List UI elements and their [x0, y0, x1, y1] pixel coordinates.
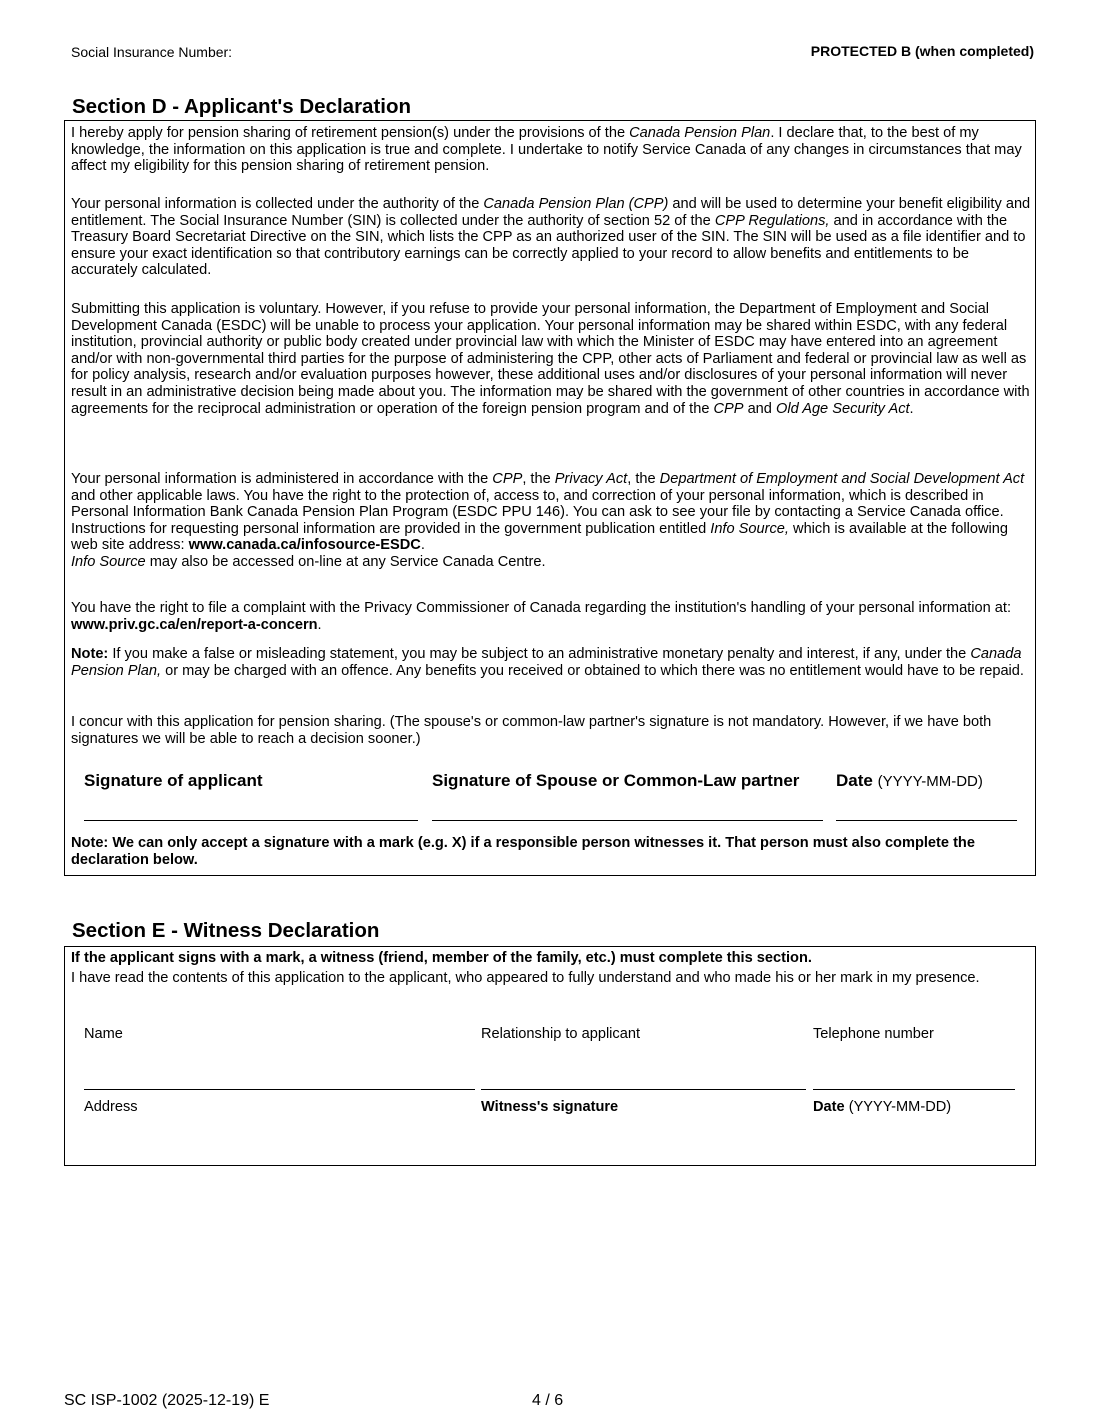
infosource-link[interactable]: www.canada.ca/infosource-ESDC: [188, 537, 421, 554]
signature-date-label: Date (YYYY-MM-DD): [836, 771, 983, 790]
section-d-box: [64, 120, 1036, 876]
form-id: SC ISP-1002 (2025-12-19) E: [64, 1392, 270, 1409]
concur-paragraph: I concur with this application for pension sharing. (The spouse's or common-law partner's signature is not mandatory. However, if we have both signatures we will be able to reach a decision sooner.): [71, 714, 992, 747]
applicant-signature-field[interactable]: [84, 820, 418, 821]
witness-date-label: Date (YYYY-MM-DD): [813, 1099, 952, 1115]
witness-intro: I have read the contents of this application to the applicant, who appeared to fully understand and who made his or her mark in my presence.: [71, 970, 980, 986]
witness-intro-bold: If the applicant signs with a mark, a witness (friend, member of the family, etc.) must complete this section.: [71, 950, 812, 966]
section-e-heading: Section E - Witness Declaration: [72, 919, 380, 942]
witness-signature-label: Witness's signature: [481, 1099, 619, 1115]
sin-label: Social Insurance Number:: [71, 44, 233, 60]
witness-name-field[interactable]: [84, 1089, 475, 1090]
spouse-signature-field[interactable]: [432, 820, 823, 821]
penalty-note: Note: If you make a false or misleading statement, you may be subject to an administrative monetary penalty and interest, if any, under the Canada Pension Plan, or may be charged with an offence. Any benefits you received or obtained to which there was no entitlement would have to be repaid.: [71, 646, 1024, 679]
telephone-label: Telephone number: [813, 1026, 934, 1042]
relationship-label: Relationship to applicant: [481, 1026, 641, 1042]
spouse-signature-label: Signature of Spouse or Common-Law partner: [432, 771, 800, 790]
protected-label: PROTECTED B (when completed): [810, 43, 1034, 59]
privacy-paragraph: Your personal information is administered in accordance with the CPP, the Privacy Act, the Department of Employment and Social Development Act and other applicable laws. You have the right to the protection of, access to, and correction of your personal information, which is described in Personal Information Bank Canada Pension Plan Program (ESDC PPU 146). You can ask to see your file by contacting a Service Canada office. Instructions for requesting personal information are provided in the government publication entitled Info Source, which is available at the following web site address: www.canada.ca/infosource-ESDC. Info Source may also be accessed on-line at any Service Canada Centre.: [71, 471, 1025, 570]
page-number: 4 / 6: [532, 1392, 564, 1409]
signature-date-field[interactable]: [836, 820, 1017, 821]
declaration-paragraph: I hereby apply for pension sharing of retirement pension(s) under the provisions of the Canada Pension Plan. I declare that, to the best of my knowledge, the information on this application is true and complete. I undertake to notify Service Canada of any changes in circumstances that may affect my eligibility for this pension sharing of retirement pension.: [71, 125, 1022, 175]
section-d-heading: Section D - Applicant's Declaration: [72, 95, 412, 118]
witness-name-label: Name: [84, 1026, 123, 1042]
mark-signature-note: Note: We can only accept a signature with a mark (e.g. X) if a responsible person witnesses it. That person must also complete the declaration below.: [71, 835, 975, 868]
section-e-box: [64, 946, 1036, 1166]
applicant-signature-label: Signature of applicant: [84, 771, 263, 790]
complaint-paragraph: You have the right to file a complaint with the Privacy Commissioner of Canada regarding the institution's handling of your personal information at: www.priv.gc.ca/en/report-a-concern.: [71, 600, 1012, 633]
telephone-field[interactable]: [813, 1089, 1015, 1090]
voluntary-paragraph: Submitting this application is voluntary. However, if you refuse to provide your personal information, the Department of Employment and Social Development Canada (ESDC) will be unable to process your application. Your personal information may be shared within ESDC, with any federal institution, provincial authority or public body created under provincial law with which the Minister of ESDC may have entered into an agreement and/or with non-governmental third parties for the purpose of administering the CPP, other acts of Parliament and federal or provincial law as well as for policy analysis, research and/or evaluation purposes however, these additional uses and/or disclosures of your personal information will never result in an administrative decision being made about you. The information may be shared with the government of other countries in accordance with agreements for the reciprocal administration or operation of the foreign pension program and of the CPP and Old Age Security Act.: [71, 301, 1030, 417]
relationship-field[interactable]: [481, 1089, 806, 1090]
privacy-commissioner-link[interactable]: www.priv.gc.ca/en/report-a-concern: [71, 616, 318, 633]
address-label: Address: [84, 1099, 138, 1115]
collection-paragraph: Your personal information is collected under the authority of the Canada Pension Plan (CPP) and will be used to determine your benefit eligibility and entitlement. The Social Insurance Number (SIN) is collected under the authority of section 52 of the CPP Regulations, and in accordance with the Treasury Board Secretariat Directive on the SIN, which lists the CPP as an authorized user of the SIN. The SIN will be used as a file identifier and to ensure your exact identification so that contributory earnings can be correctly applied to your record to allow benefits and entitlements to be accurately calculated.: [71, 196, 1031, 279]
